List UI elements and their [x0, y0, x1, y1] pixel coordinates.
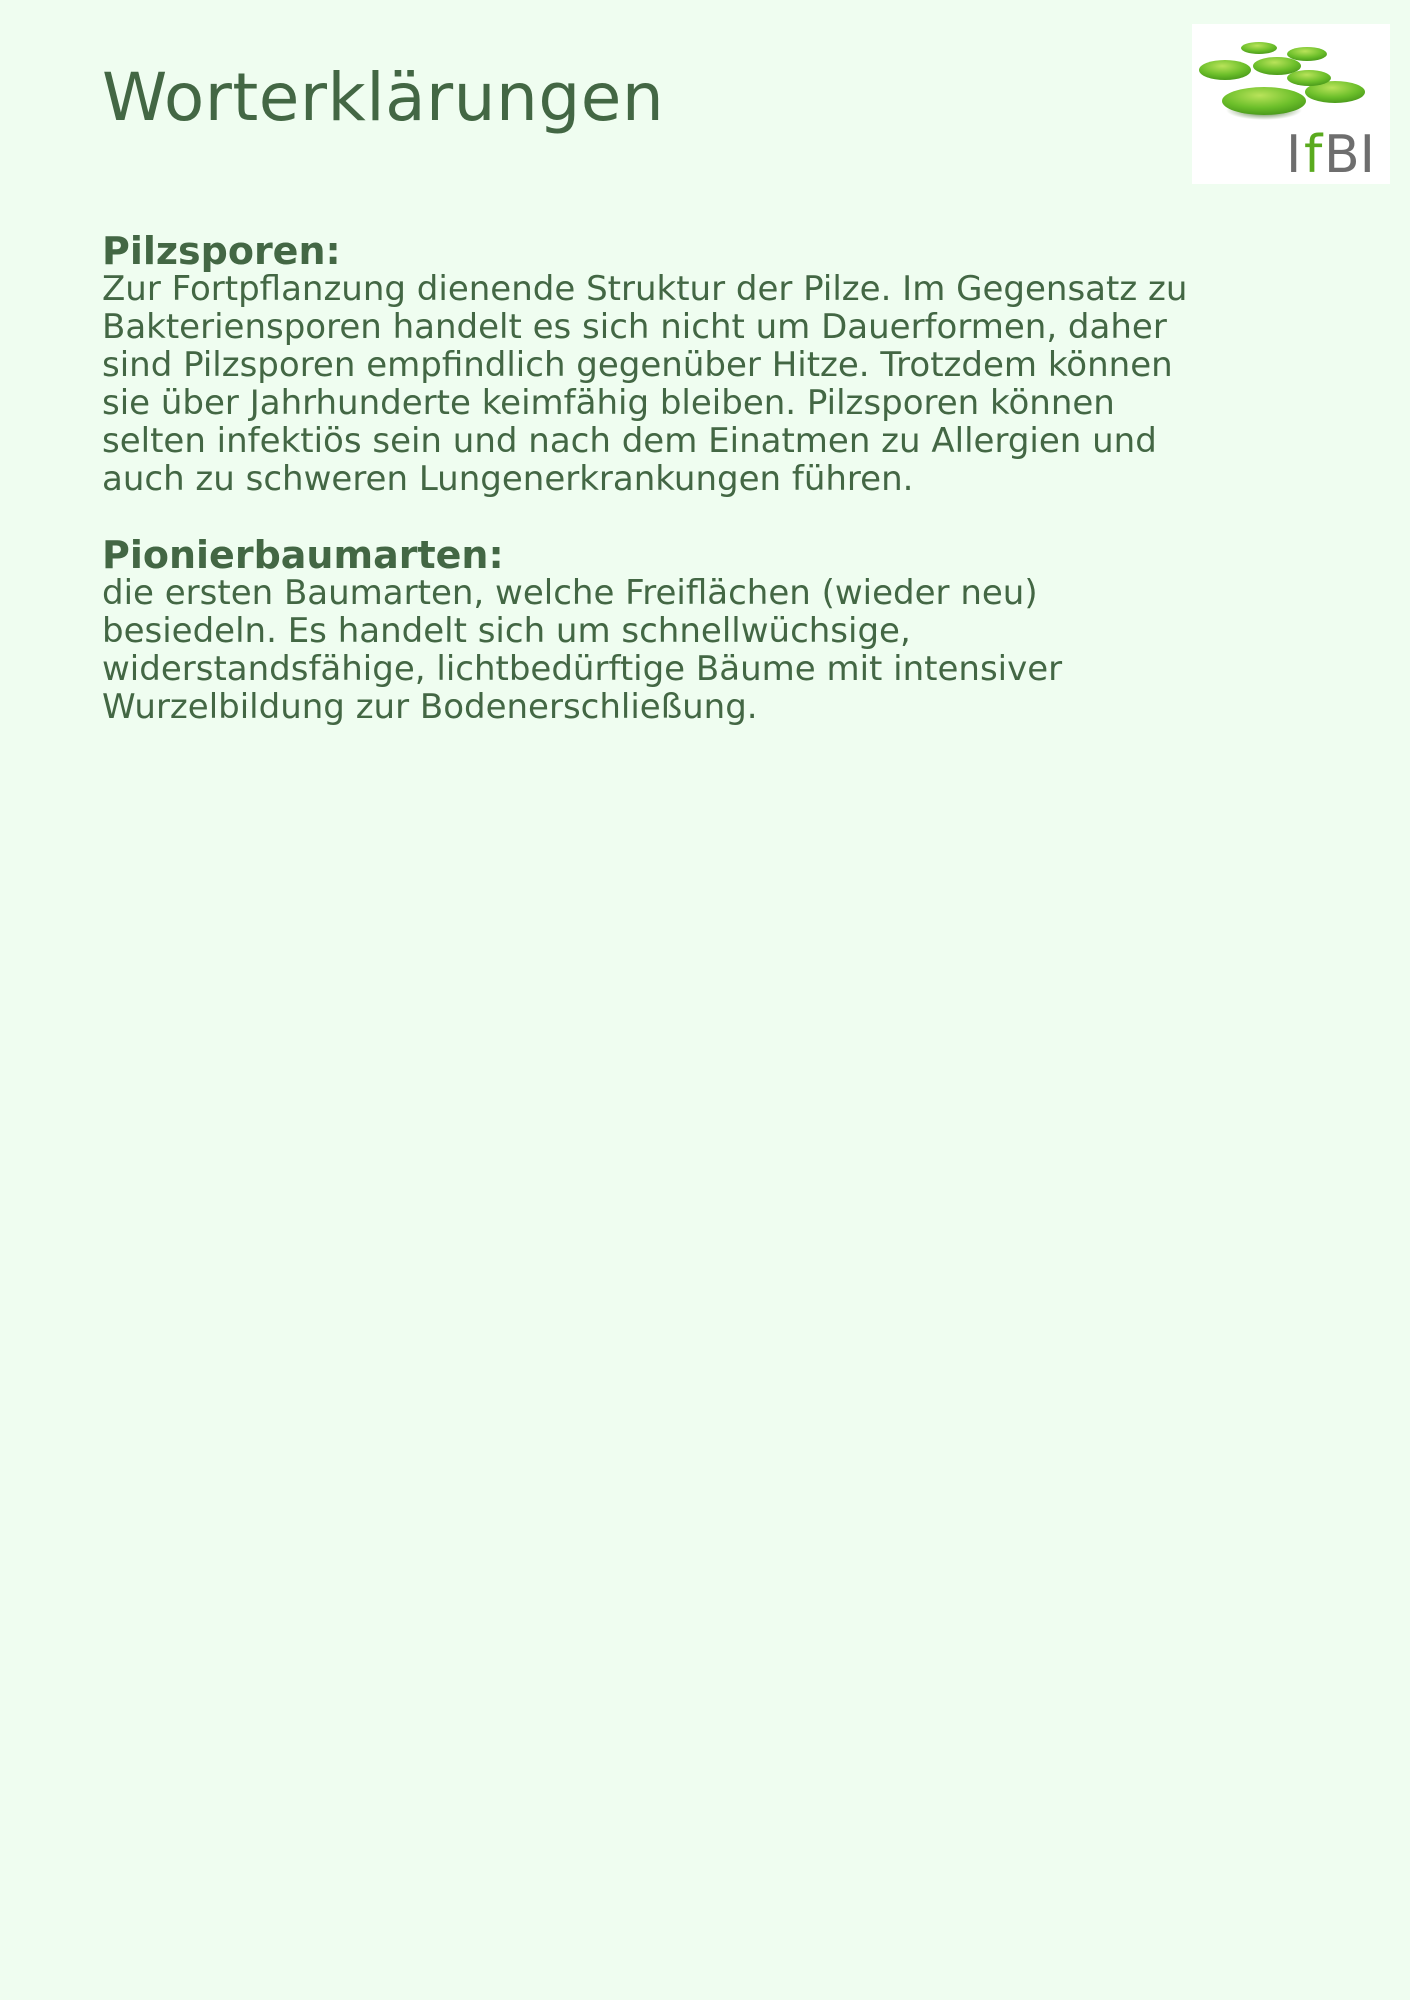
- glossary-definition: die ersten Baumarten, welche Freiflächen (wieder neu) besiedeln. Es handelt sich um schnellwüchsige, widerstandsfähige, lichtbedürftige Bäume mit intensiver Wurzelbildung zur Bodenerschließung.: [102, 573, 1063, 727]
- svg-text:f: f: [1304, 125, 1323, 184]
- glossary-entry-pilzsporen: [102, 229, 1262, 499]
- glossary-term: Pionierbaumarten:: [102, 533, 504, 577]
- ifbi-logo: [1192, 24, 1390, 184]
- ifbi-logo-graphic: [1192, 24, 1390, 184]
- glossary-term: Pilzsporen:: [102, 229, 341, 273]
- svg-text:I: I: [1286, 125, 1302, 184]
- glossary: [102, 229, 1262, 764]
- glossary-definition: Zur Fortpflanzung dienende Struktur der Pilze. Im Gegensatz zu Bakteriensporen handelt es sich nicht um Dauerformen, daher sind Pilzsporen empfindlich gegenüber Hitze. Trotzdem können sie über Jahrhunderte keimfähig bleiben. Pilzsporen können selten infektiös sein und nach dem Einatmen zu Allergien und auch zu schweren Lungenerkrankungen führen.: [102, 269, 1188, 499]
- page-title: Worterklärungen: [102, 59, 665, 136]
- glossary-entry-pionierbaumarten: [102, 533, 1262, 727]
- svg-text:BI: BI: [1324, 125, 1376, 184]
